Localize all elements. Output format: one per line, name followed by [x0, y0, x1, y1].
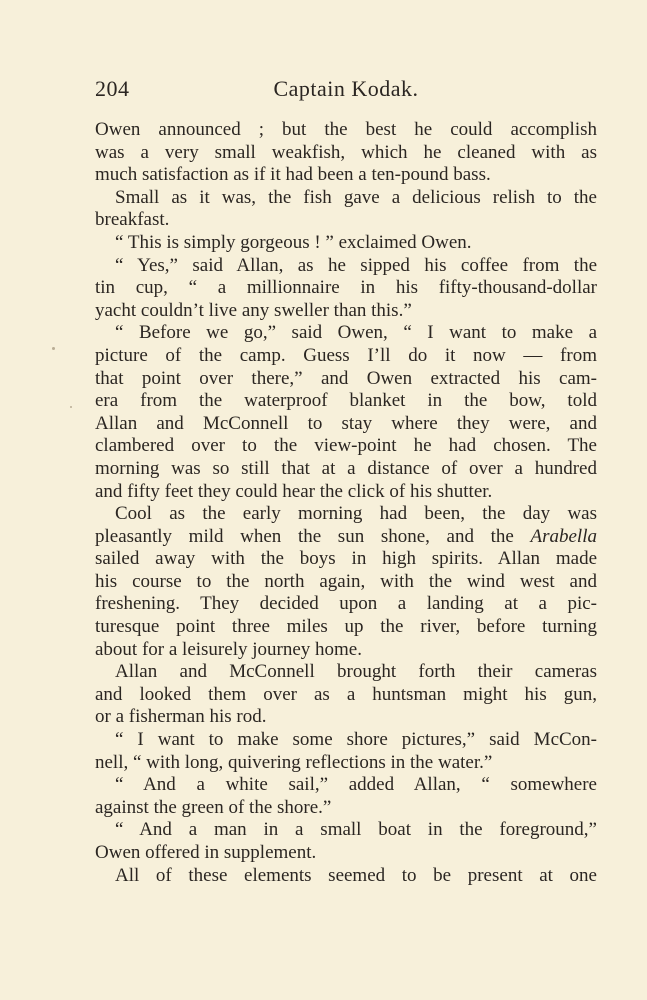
text-line-content: tin cup, “ a millionnaire in his fifty-thousand-dollar — [95, 277, 597, 299]
text-line-content: sailed away with the boys in high spirits. Allan made — [95, 548, 597, 570]
text-line-content: “ Before we go,” said Owen, “ I want to make a — [115, 322, 597, 344]
text-line — [95, 119, 597, 142]
text-line — [95, 729, 597, 752]
text-line-content: against the green of the shore.” — [95, 796, 332, 818]
text-line — [95, 526, 597, 549]
text-line — [95, 752, 597, 775]
paper-speck — [52, 347, 55, 350]
text-line — [95, 684, 597, 707]
text-line-content: that point over there,” and Owen extracted his cam- — [95, 367, 597, 389]
text-line — [95, 774, 597, 797]
text-line-content: breakfast. — [95, 209, 170, 231]
text-line-content: Allan and McConnell brought forth their cameras — [115, 661, 597, 683]
text-line — [95, 164, 597, 187]
text-line-content: picture of the camp. Guess I’ll do it now — from — [95, 344, 597, 366]
text-line — [95, 187, 597, 210]
text-line — [95, 368, 597, 391]
text-line — [95, 548, 597, 571]
text-line-content: era from the waterproof blanket in the bow, told — [95, 390, 597, 412]
text-line-content: Cool as the early morning had been, the day was — [115, 503, 597, 525]
text-line — [95, 616, 597, 639]
text-line — [95, 413, 597, 436]
text-line — [95, 390, 597, 413]
text-line-content: and fifty feet they could hear the click of his shutter. — [95, 480, 493, 502]
text-line-content: Small as it was, the fish gave a delicious relish to the — [115, 186, 597, 208]
page-number: 204 — [95, 76, 130, 101]
text-line — [95, 503, 597, 526]
text-line — [95, 300, 597, 323]
text-line — [95, 661, 597, 684]
text-line — [95, 842, 597, 865]
text-line-content: Owen offered in supplement. — [95, 842, 317, 863]
italic-ship-name: Arabella — [530, 525, 597, 547]
text-line-content: Allan and McConnell to stay where they were, and — [95, 412, 597, 434]
body-text — [95, 119, 597, 887]
text-line — [95, 865, 597, 888]
text-line — [95, 706, 597, 729]
text-line-content: Owen announced ; but the best he could accomplish — [95, 119, 597, 140]
text-line-content: “ Yes,” said Allan, as he sipped his coffee from the — [115, 254, 597, 276]
text-line — [95, 142, 597, 165]
text-line — [95, 797, 597, 820]
text-line — [95, 232, 597, 255]
text-line — [95, 639, 597, 662]
text-line — [95, 345, 597, 368]
text-line — [95, 435, 597, 458]
running-head: Captain Kodak. — [273, 76, 419, 101]
text-line-content: “ I want to make some shore pictures,” said McCon- — [115, 729, 597, 751]
text-line-content: clambered over to the view-point he had chosen. The — [95, 435, 597, 457]
text-line — [95, 458, 597, 481]
text-line-content: was a very small weakfish, which he cleaned with as — [95, 141, 597, 163]
text-line — [95, 571, 597, 594]
text-line-content: and looked them over as a huntsman might his gun, — [95, 683, 597, 705]
text-line — [95, 255, 597, 278]
text-line — [95, 819, 597, 842]
text-line-content: much satisfaction as if it had been a ten-pound bass. — [95, 164, 491, 186]
text-line-content: his course to the north again, with the wind west and — [95, 570, 597, 592]
text-line — [95, 481, 597, 504]
page-header — [95, 76, 597, 106]
text-line-content: or a fisherman his rod. — [95, 706, 267, 728]
text-line-content: pleasantly mild when the sun shone, and the — [95, 525, 531, 547]
text-line-content: All of these elements seemed to be present at one — [115, 864, 597, 886]
text-line-content: “ This is simply gorgeous ! ” exclaimed Owen. — [115, 231, 472, 253]
text-line-content: nell, “ with long, quivering reflections in the water.” — [95, 751, 493, 773]
text-line — [95, 322, 597, 345]
text-line — [95, 209, 597, 232]
text-line — [95, 593, 597, 616]
text-line-content: yacht couldn’t live any sweller than this.” — [95, 299, 412, 321]
text-line-content: “ And a man in a small boat in the foreground,” — [115, 819, 597, 841]
text-line-content: freshening. They decided upon a landing at a pic- — [95, 593, 597, 615]
text-line — [95, 277, 597, 300]
paper-speck — [70, 406, 72, 408]
text-line-content: turesque point three miles up the river, before turning — [95, 616, 597, 638]
text-line-content: morning was so still that at a distance of over a hundred — [95, 457, 597, 479]
text-line-content: about for a leisurely journey home. — [95, 638, 362, 660]
text-line-content: “ And a white sail,” added Allan, “ somewhere — [115, 774, 597, 796]
